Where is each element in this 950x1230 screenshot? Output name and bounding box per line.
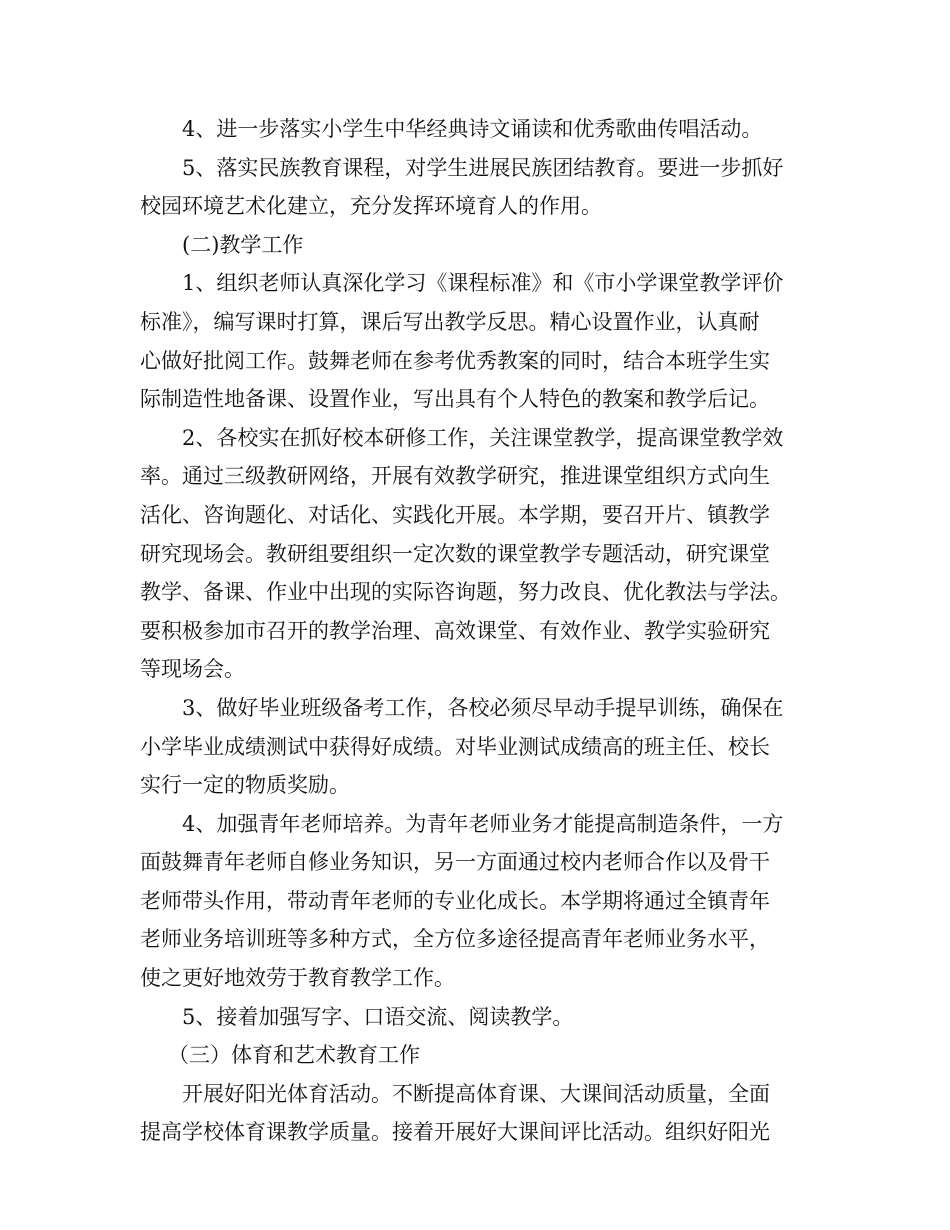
paragraph-line: 使之更好地效劳于教育教学工作。 [140, 966, 455, 991]
paragraph-line: 开展好阳光体育活动。不断提高体育课、大课间活动质量，全面 [182, 1081, 770, 1106]
paragraph-line: 老师业务培训班等多种方式，全方位多途径提高青年老师业务水平， [140, 927, 770, 952]
document-body [140, 110, 830, 1152]
paragraph-line: 活化、咨询题化、对话化、实践化开展。本学期，要召开片、镇教学 [140, 502, 770, 527]
paragraph-line: 1、组织老师认真深化学习《课程标准》和《市小学课堂教学评价 [182, 271, 784, 296]
paragraph-line: 教学、备课、作业中出现的实际咨询题，努力改良、优化教法与学法。 [140, 580, 791, 605]
paragraph-line: 要积极参加市召开的教学治理、高效课堂、有效作业、教学实验研究 [140, 618, 770, 643]
paragraph-line: 心做好批阅工作。鼓舞老师在参考优秀教案的同时，结合本班学生实 [140, 348, 770, 373]
paragraph-line: 2、各校实在抓好校本研修工作，关注课堂教学，提高课堂教学效 [182, 425, 784, 450]
paragraph-line: 际制造性地备课、设置作业，写出具有个人特色的教案和教学后记。 [140, 387, 770, 412]
paragraph-line: 小学毕业成绩测试中获得好成绩。对毕业测试成绩高的班主任、校长 [140, 734, 770, 759]
paragraph-line: 4、进一步落实小学生中华经典诗文诵读和优秀歌曲传唱活动。 [182, 117, 763, 141]
paragraph-line: 4、加强青年老师培养。为青年老师业务才能提高制造条件，一方 [182, 811, 784, 836]
paragraph-line: 5、落实民族教育课程，对学生进展民族团结教育。要进一步抓好 [182, 155, 784, 180]
section-heading: (二)教学工作 [182, 232, 304, 257]
section-heading: （三）体育和艺术教育工作 [168, 1043, 420, 1068]
paragraph-line: 老师带头作用，带动青年老师的专业化成长。本学期将通过全镇青年 [140, 888, 770, 913]
paragraph-line: 5、接着加强写字、口语交流、阅读教学。 [182, 1004, 574, 1029]
paragraph-line: 研究现场会。教研组要组织一定次数的课堂教学专题活动，研究课堂 [140, 541, 770, 566]
paragraph-line: 标准》，编写课时打算，课后写出教学反思。精心设置作业，认真耐 [140, 309, 760, 334]
paragraph-line: 面鼓舞青年老师自修业务知识，另一方面通过校内老师合作以及骨干 [140, 850, 770, 875]
paragraph-line: 实行一定的物质奖励。 [140, 773, 350, 798]
paragraph-line: 等现场会。 [140, 657, 245, 682]
paragraph-line: 校园环境艺术化建立，充分发挥环境育人的作用。 [140, 194, 602, 219]
paragraph-line: 3、做好毕业班级备考工作，各校必须尽早动手提早训练，确保在 [182, 695, 784, 720]
paragraph-line: 提高学校体育课教学质量。接着开展好大课间评比活动。组织好阳光 [140, 1120, 770, 1145]
paragraph-line: 率。通过三级教研网络，开展有效教学研究，推进课堂组织方式向生 [140, 464, 770, 489]
